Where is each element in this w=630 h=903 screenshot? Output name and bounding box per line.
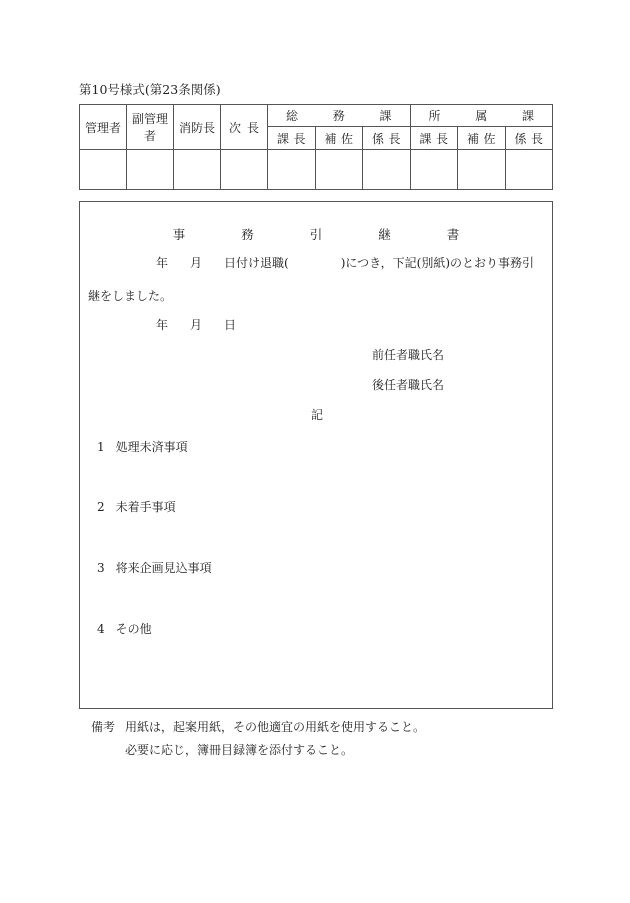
stamp-cell[interactable] xyxy=(268,150,316,190)
stamp-cell[interactable] xyxy=(363,150,411,190)
stamp-cell[interactable] xyxy=(221,150,268,190)
list-item: 4 その他 xyxy=(97,622,152,636)
note-line: 必要に応じ，簿冊目録簿を添付すること。 xyxy=(125,743,354,757)
approval-stamp-table xyxy=(79,104,553,190)
header-jicho: 次 長 xyxy=(221,105,268,150)
predecessor-label: 前任者職氏名 xyxy=(372,348,445,362)
stamp-cell[interactable] xyxy=(410,150,458,190)
header-shobocho: 消防長 xyxy=(174,105,221,150)
notes-heading: 備考 xyxy=(91,720,116,734)
intro-continuation: 継をしました。 xyxy=(88,289,173,303)
header-kanrisha: 管理者 xyxy=(80,105,127,150)
ki-heading: 記 xyxy=(311,408,324,422)
stamp-cell[interactable] xyxy=(315,150,363,190)
header-somu-kacho: 課 長 xyxy=(268,127,316,150)
form-label: 第10号様式(第23条関係) xyxy=(79,82,221,97)
stamp-cell[interactable] xyxy=(127,150,174,190)
header-somu-kakaricho: 係 長 xyxy=(363,127,411,150)
header-somu-hosa: 補 佐 xyxy=(315,127,363,150)
header-shozoku-kacho: 課 長 xyxy=(410,127,458,150)
list-item: 1 処理未済事項 xyxy=(97,440,188,454)
intro-sentence: 年 月 日付け退職( )につき，下記(別紙)のとおり事務引 xyxy=(156,256,535,270)
handover-date: 年 月 日 xyxy=(156,318,237,332)
stamp-cell[interactable] xyxy=(458,150,506,190)
stamp-cell[interactable] xyxy=(80,150,127,190)
header-somuka: 総 務 課 xyxy=(268,105,411,127)
header-fuku-kanrisha: 副管理者 xyxy=(127,105,174,150)
list-item: 2 未着手事項 xyxy=(97,500,176,514)
header-shozoku-hosa: 補 佐 xyxy=(458,127,506,150)
note-line: 用紙は，起案用紙，その他適宜の用紙を使用すること。 xyxy=(125,720,426,734)
header-shozoku-kakaricho: 係 長 xyxy=(505,127,553,150)
stamp-cell[interactable] xyxy=(174,150,221,190)
document-title: 事 務 引 継 書 xyxy=(172,227,460,242)
handover-document-box xyxy=(79,201,553,709)
stamp-cell[interactable] xyxy=(505,150,553,190)
header-shozokuka: 所 属 課 xyxy=(410,105,553,127)
successor-label: 後任者職氏名 xyxy=(372,378,445,392)
list-item: 3 将来企画見込事項 xyxy=(97,561,212,575)
